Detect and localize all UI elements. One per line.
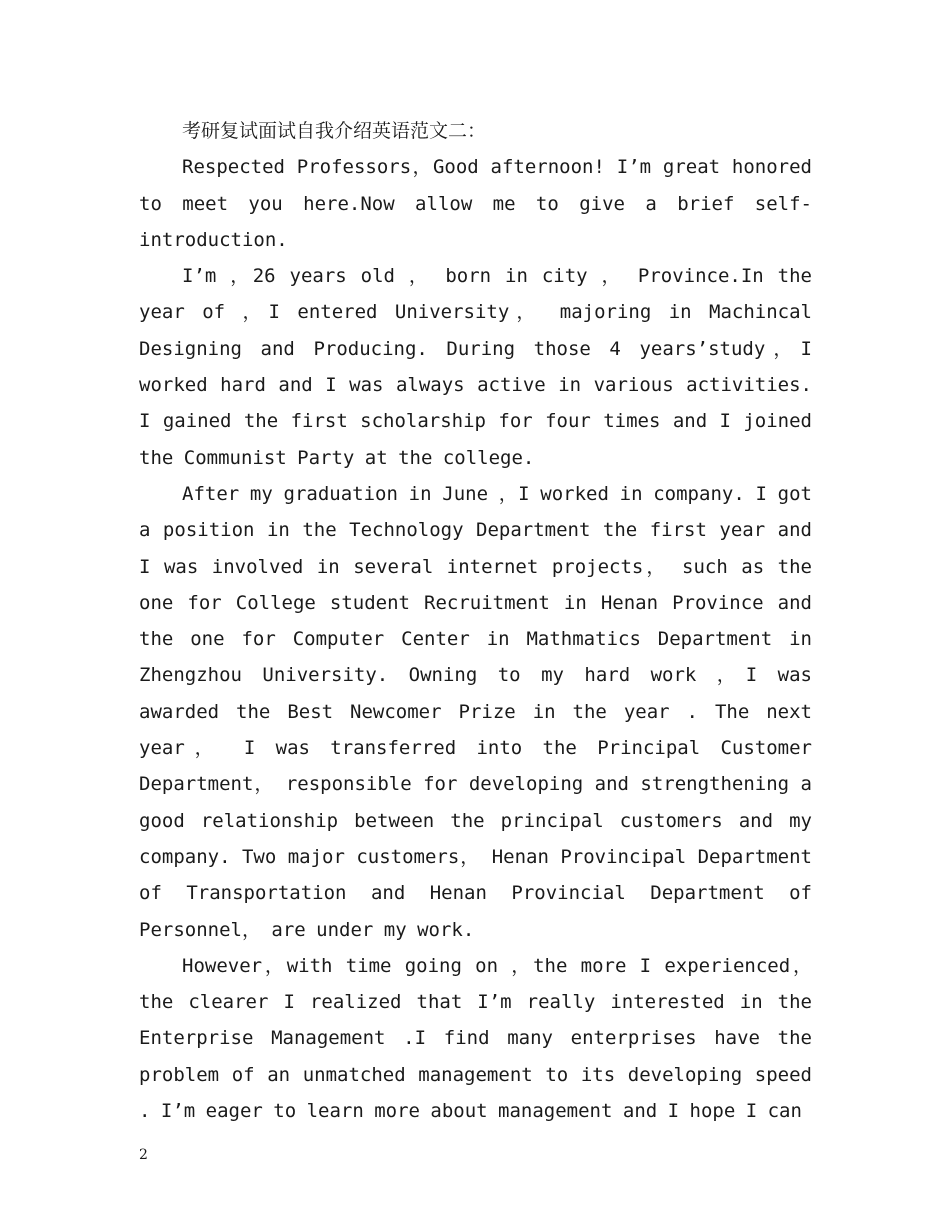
paragraph-work-experience: After my graduation in June ，I worked in company. I got a position in the Technology Department the first year and I was involved in several internet projects， such as the one for College student Recruitment in Henan Province and the one for Computer Center in Mathmatics Department in Zhengzhou University. Owning to my hard work ，I was awarded the Best Newcomer Prize in the year . The next year， I was transferred into the Principal Customer Department， responsible for developing and strengthening a good relationship between the principal customers and my company. Two major customers， Henan Provincipal Department of Transportation and Henan Provincial Department of Personnel， are under my work.	[139, 482, 812, 941]
paragraph-background: I’m ，26 years old ， born in city ， Province.In the year of ，I entered University， majoring in Machincal Designing and Producing. During those 4 years’study，I worked hard and I was always active in various activities. I gained the first scholarship for four times and I joined the Communist Party at the college.	[139, 265, 812, 469]
document-body	[139, 113, 812, 1129]
section-heading: 考研复试面试自我介绍英语范文二：	[182, 120, 487, 142]
paragraph-motivation: However，with time going on ，the more I experienced， the clearer I realized that I’m really interested in the Enterprise Management .I find many enterprises have the problem of an unmatched management to its developing speed . I’m eager to learn more about management and I hope I can	[139, 954, 812, 1123]
page-number: 2	[139, 1147, 148, 1163]
paragraph-greeting: Respected Professors，Good afternoon! I’m great honored to meet you here.Now allow me to give a brief self-introduction.	[139, 156, 812, 251]
